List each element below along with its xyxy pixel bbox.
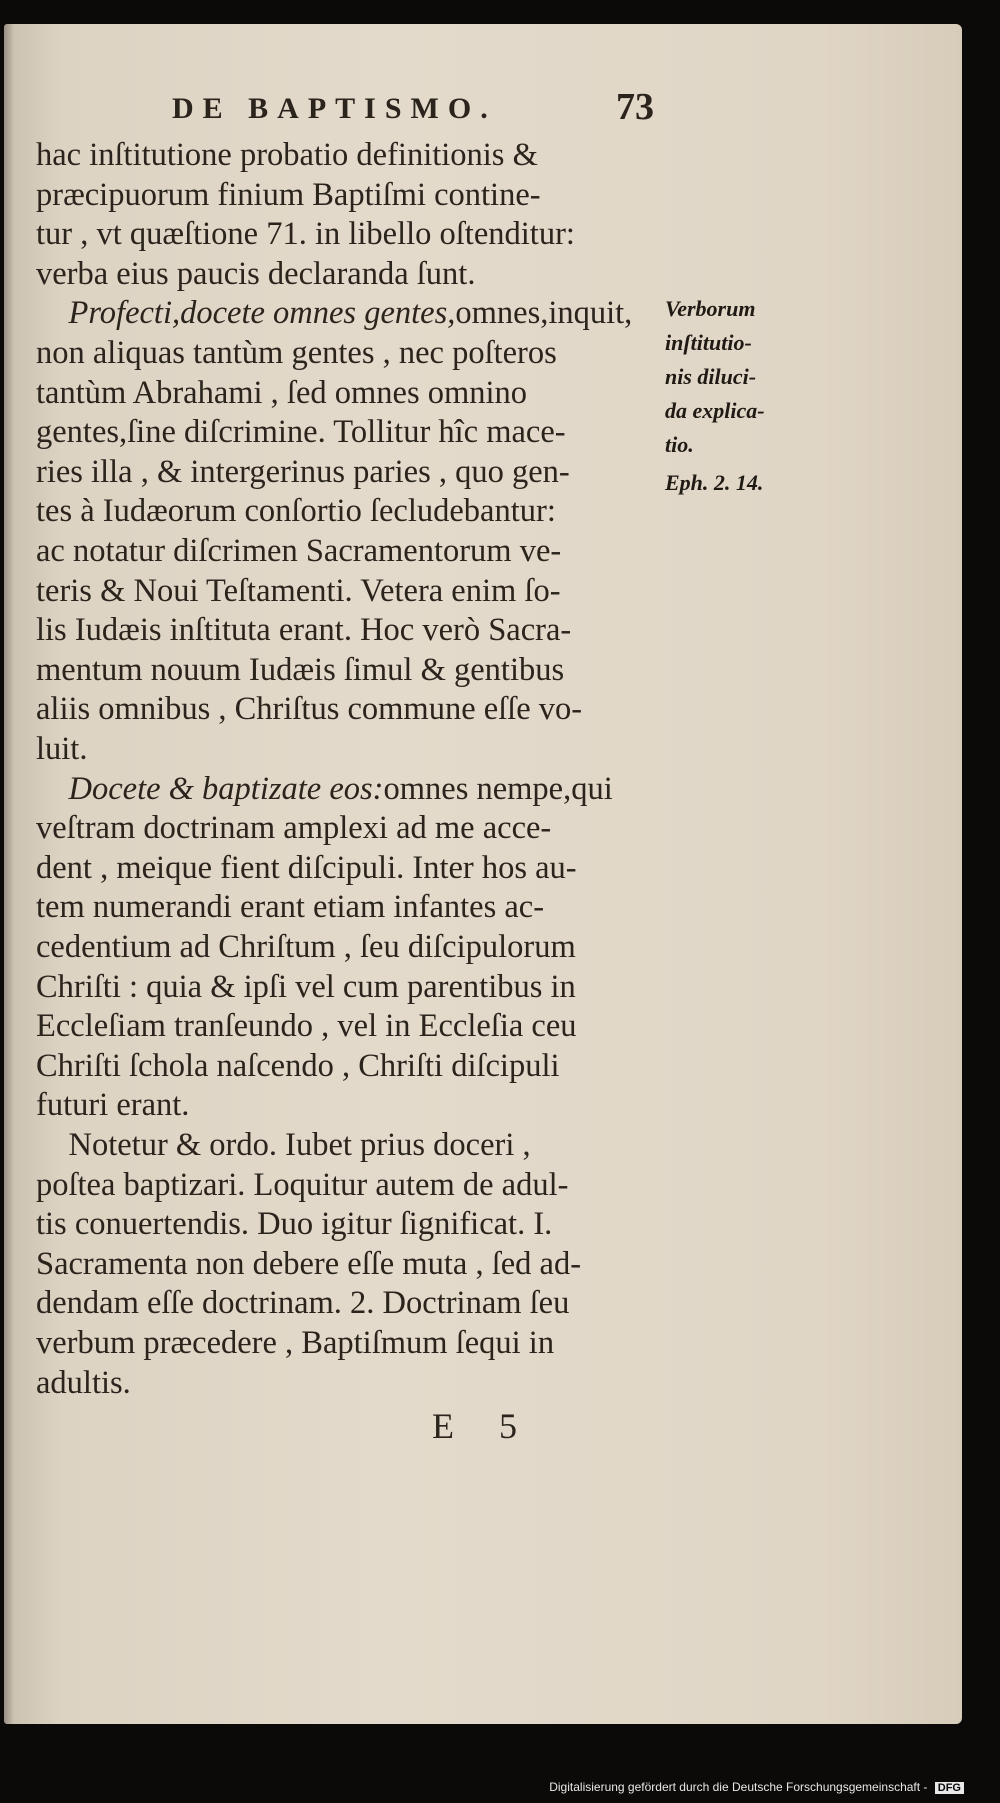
text-segment: Chriſti ſchola naſcendo , Chriſti diſcipuli [36, 1047, 560, 1084]
page-gutter-shadow [4, 24, 14, 1724]
footer-text: Digitalisierung gefördert durch die Deutsche Forschungsgemeinschaft - [549, 1780, 928, 1794]
text-segment: omnes nempe,qui [383, 770, 613, 807]
text-segment [36, 295, 69, 331]
text-line [36, 610, 571, 650]
text-segment: luit. [36, 731, 88, 767]
text-segment: non aliquas tantùm gentes , nec poſteros [36, 335, 557, 371]
text-segment: omnes,inquit, [455, 295, 633, 332]
page-number: 73 [616, 86, 654, 128]
text-segment: tantùm Abrahami , ſed omnes omnino [36, 374, 528, 411]
text-line [36, 689, 582, 729]
text-line [36, 1165, 568, 1205]
signature-mark: E 5 [432, 1406, 535, 1446]
text-line [36, 531, 561, 571]
text-line [36, 769, 613, 809]
text-line [36, 571, 561, 611]
text-line [36, 1323, 554, 1363]
text-segment: teris & Noui Teſtamenti. Vetera enim ſo- [36, 572, 561, 609]
text-line [36, 1244, 581, 1284]
margin-note-line: nis diluci- [665, 364, 757, 389]
text-segment: lis Iudæis inſtituta erant. Hoc verò Sacra- [36, 612, 572, 649]
text-line [36, 927, 576, 967]
text-segment: verba eius paucis declaranda ſunt. [36, 255, 476, 292]
text-line [36, 1363, 131, 1403]
text-segment: præcipuorum finium Baptiſmi contine- [36, 176, 541, 213]
text-segment: Sacramenta non debere eſſe muta , ſed ad- [36, 1245, 582, 1282]
text-line [36, 848, 577, 888]
text-segment: verbum præcedere , Baptiſmum ſequi in [36, 1325, 555, 1361]
text-segment: tes à Iudæorum conſortio ſecludebantur: [36, 493, 556, 530]
margin-note-line: da explica- [665, 398, 765, 423]
text-line [36, 1204, 552, 1244]
text-segment: tis conuertendis. Duo igitur ſignificat. I. [36, 1206, 553, 1243]
text-segment [36, 771, 69, 807]
text-line [36, 808, 551, 848]
text-line [36, 254, 475, 294]
margin-note-line: Eph. 2. 14. [665, 470, 764, 495]
dfg-logo: DFG [935, 1782, 964, 1794]
text-segment: ries illa , & intergerinus paries , quo gen- [36, 453, 570, 490]
text-segment: Notetur & ordo. Iubet prius doceri , [36, 1127, 531, 1163]
text-line [36, 333, 557, 373]
text-segment: tur , vt quæſtione 71. in libello oſtenditur: [36, 216, 575, 253]
text-line [36, 729, 87, 769]
text-segment: tem numerandi erant etiam infantes ac- [36, 889, 545, 926]
margin-note-line: inſtitutio- [665, 330, 752, 355]
text-segment: ac notatur diſcrimen Sacramentorum ve- [36, 533, 562, 569]
text-line [36, 135, 538, 175]
text-segment: dendam eſſe doctrinam. 2. Doctrinam ſeu [36, 1285, 570, 1322]
text-line [36, 373, 527, 413]
text-line [36, 175, 541, 215]
text-segment: cedentium ad Chriſtum , ſeu diſcipulorum [36, 929, 576, 965]
text-line [36, 887, 544, 927]
text-line [36, 412, 566, 452]
text-line [36, 1283, 569, 1323]
text-segment: veſtram doctrinam amplexi ad me acce- [36, 810, 552, 847]
text-line [36, 967, 576, 1007]
text-line [36, 452, 570, 492]
text-line [36, 1085, 189, 1125]
margin-note-line: tio. [665, 432, 694, 457]
italic-quote: Profecti,docete omnes gentes, [68, 295, 456, 332]
text-segment: poſtea baptizari. Loquitur autem de adul- [36, 1166, 569, 1203]
footer-credit [549, 1780, 964, 1794]
text-segment: aliis omnibus , Chriſtus commune eſſe vo- [36, 691, 583, 728]
text-line [36, 1006, 577, 1046]
text-segment: futuri erant. [36, 1087, 190, 1124]
margin-note-line: Verborum [665, 296, 756, 321]
text-line [36, 491, 556, 531]
text-segment: dent , meique fient diſcipuli. Inter hos au- [36, 849, 577, 886]
running-header: DE BAPTISMO. [172, 92, 497, 125]
text-line [36, 293, 632, 333]
text-segment: mentum nouum Iudæis ſimul & gentibus [36, 651, 565, 688]
text-segment: Chriſti : quia & ipſi vel cum parentibus in [36, 968, 576, 1005]
text-segment: Eccleſiam tranſeundo , vel in Eccleſia ceu [36, 1008, 577, 1045]
text-segment: gentes,ſine diſcrimine. Tollitur hîc mace- [36, 414, 566, 451]
text-line [36, 214, 575, 254]
text-line [36, 1125, 531, 1165]
text-line [36, 1046, 560, 1086]
text-segment: adultis. [36, 1364, 131, 1401]
text-line [36, 650, 564, 690]
italic-quote: Docete & baptizate eos: [68, 770, 384, 807]
text-segment: hac inſtitutione probatio definitionis & [36, 137, 538, 173]
